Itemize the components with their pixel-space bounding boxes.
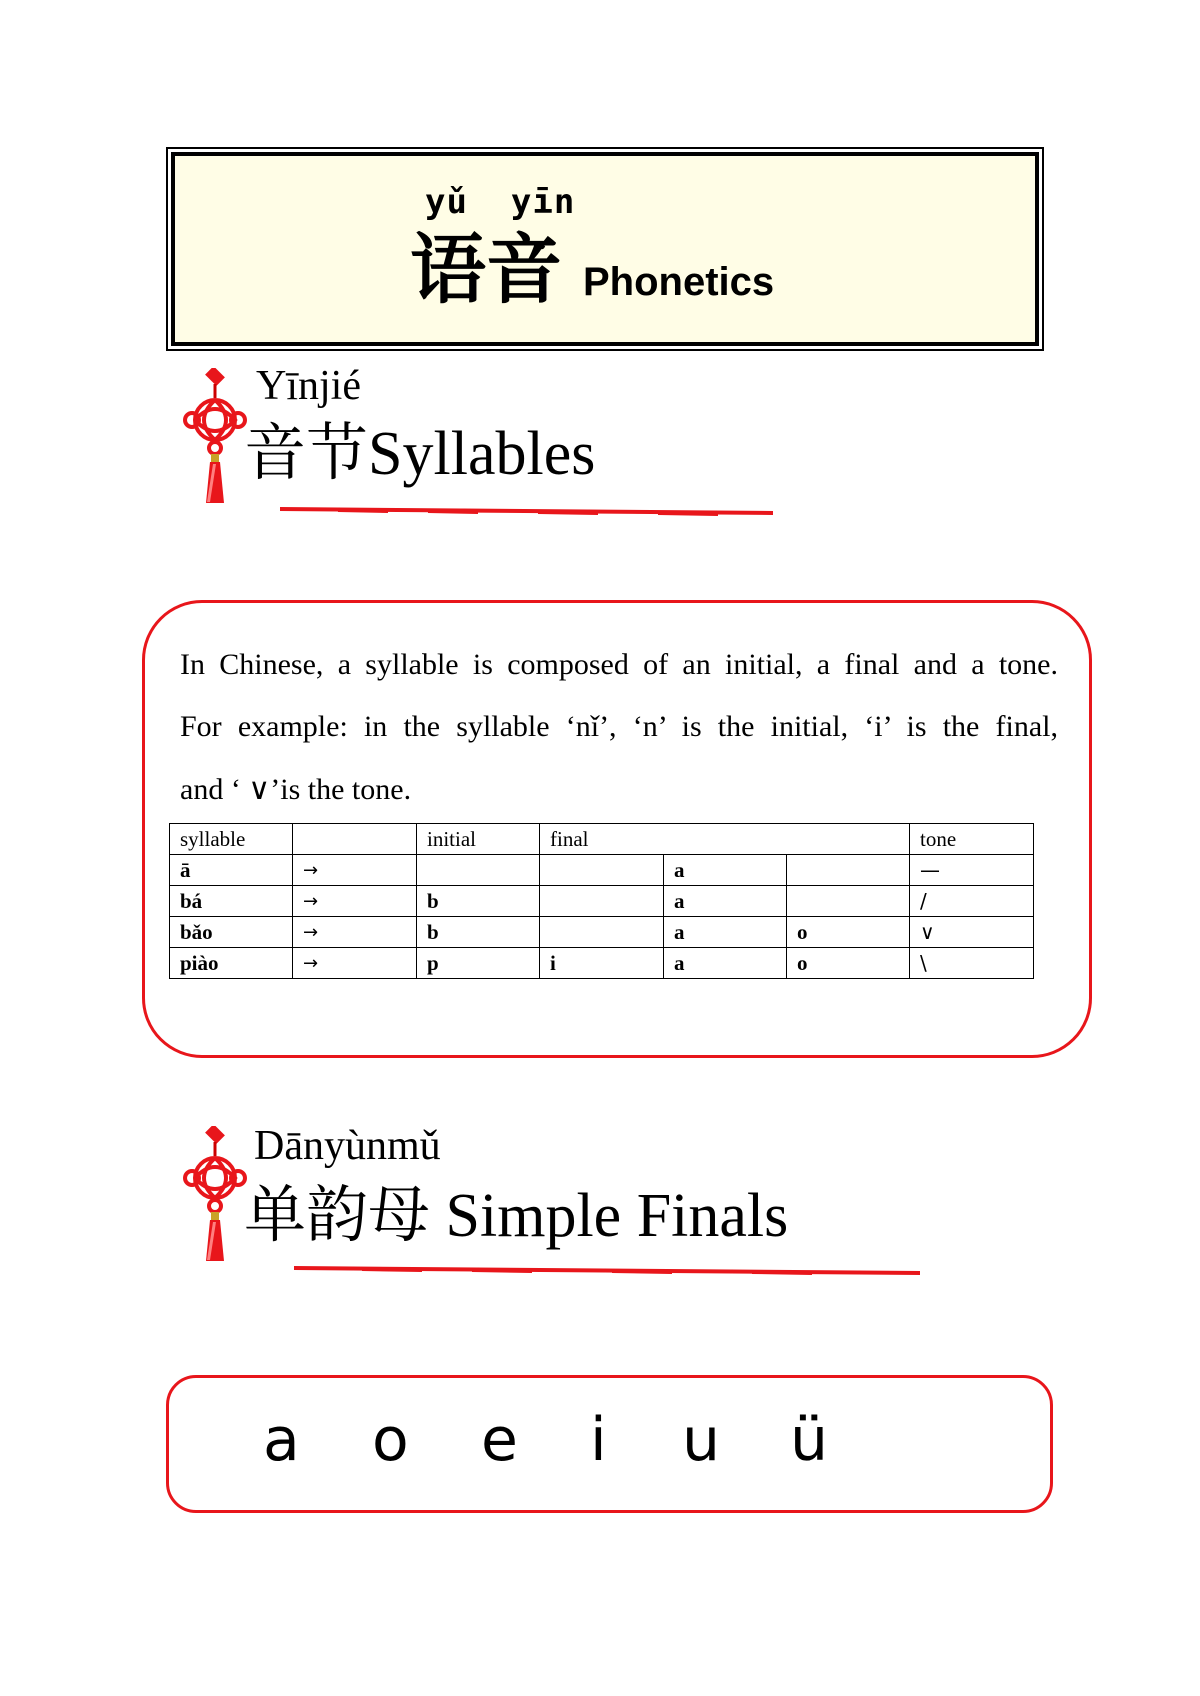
cell-tone: ∨	[910, 917, 1034, 948]
cell-tone: \	[910, 948, 1034, 979]
header-syllable: syllable	[170, 824, 293, 855]
table-row	[170, 948, 1034, 979]
cell-final-end: o	[787, 948, 910, 979]
header-initial: initial	[417, 824, 540, 855]
intro-line-1: In Chinese, a syllable is composed of an initial, a final and a tone.	[180, 648, 1058, 681]
cell-final-medial	[540, 855, 664, 886]
final-i: i	[590, 1405, 607, 1475]
section-finals-english	[430, 1182, 788, 1250]
final-o: o	[372, 1405, 409, 1475]
table-header-row	[170, 824, 1034, 855]
arrow-icon: →	[293, 948, 417, 979]
table-row	[170, 855, 1034, 886]
cell-final-main: a	[664, 886, 787, 917]
cell-final-medial	[540, 886, 664, 917]
title-english: Phonetics	[583, 260, 775, 304]
syllable-table	[169, 823, 1034, 979]
cell-final-main: a	[664, 855, 787, 886]
cell-final-medial	[540, 917, 664, 948]
cell-tone: —	[910, 855, 1034, 886]
title-banner	[171, 152, 1039, 346]
final-u: u	[682, 1405, 721, 1475]
header-final: final	[540, 824, 910, 855]
intro-line-3: and ‘ ∨’is the tone.	[180, 773, 412, 806]
cell-final-main: a	[664, 917, 787, 948]
section-syllables-underline	[278, 502, 773, 516]
section-finals-pinyin: Dānyùnmǔ	[254, 1123, 441, 1169]
cell-final-main: a	[664, 948, 787, 979]
section-syllables-hanzi: 音节	[244, 416, 369, 489]
section-finals-hanzi: 单韵母	[244, 1178, 431, 1251]
cell-final-end: o	[787, 917, 910, 948]
cell-initial: p	[417, 948, 540, 979]
section-finals-heading	[244, 1180, 788, 1251]
final-u-umlaut: ü	[790, 1405, 829, 1475]
section-syllables-english: Syllables	[368, 420, 596, 488]
cell-syllable: piào	[170, 948, 293, 979]
cell-initial: b	[417, 886, 540, 917]
final-e: e	[481, 1405, 518, 1475]
table-row	[170, 917, 1034, 948]
cell-initial: b	[417, 917, 540, 948]
final-a: a	[263, 1405, 300, 1475]
section-finals-english-text: Simple Finals	[445, 1182, 789, 1250]
arrow-icon: →	[293, 886, 417, 917]
header-tone: tone	[910, 824, 1034, 855]
cell-syllable: ā	[170, 855, 293, 886]
section-syllables-pinyin: Yīnjié	[256, 363, 361, 409]
section-syllables-heading	[244, 418, 595, 489]
title-pinyin: yǔ yīn	[425, 182, 576, 222]
cell-initial	[417, 855, 540, 886]
arrow-icon: →	[293, 855, 417, 886]
chinese-knot-icon	[180, 1126, 250, 1266]
header-arrow	[293, 824, 417, 855]
title-hanzi: 语音	[410, 225, 562, 314]
section-finals-underline	[292, 1262, 920, 1276]
cell-syllable: bá	[170, 886, 293, 917]
intro-line-2: For example: in the syllable ‘nǐ’, ‘n’ is the initial, ‘i’ is the final,	[180, 710, 1058, 743]
cell-final-end	[787, 886, 910, 917]
cell-syllable: bǎo	[170, 917, 293, 948]
cell-final-medial: i	[540, 948, 664, 979]
arrow-icon: →	[293, 917, 417, 948]
chinese-knot-icon	[180, 368, 250, 508]
cell-final-end	[787, 855, 910, 886]
table-row	[170, 886, 1034, 917]
cell-tone: /	[910, 886, 1034, 917]
